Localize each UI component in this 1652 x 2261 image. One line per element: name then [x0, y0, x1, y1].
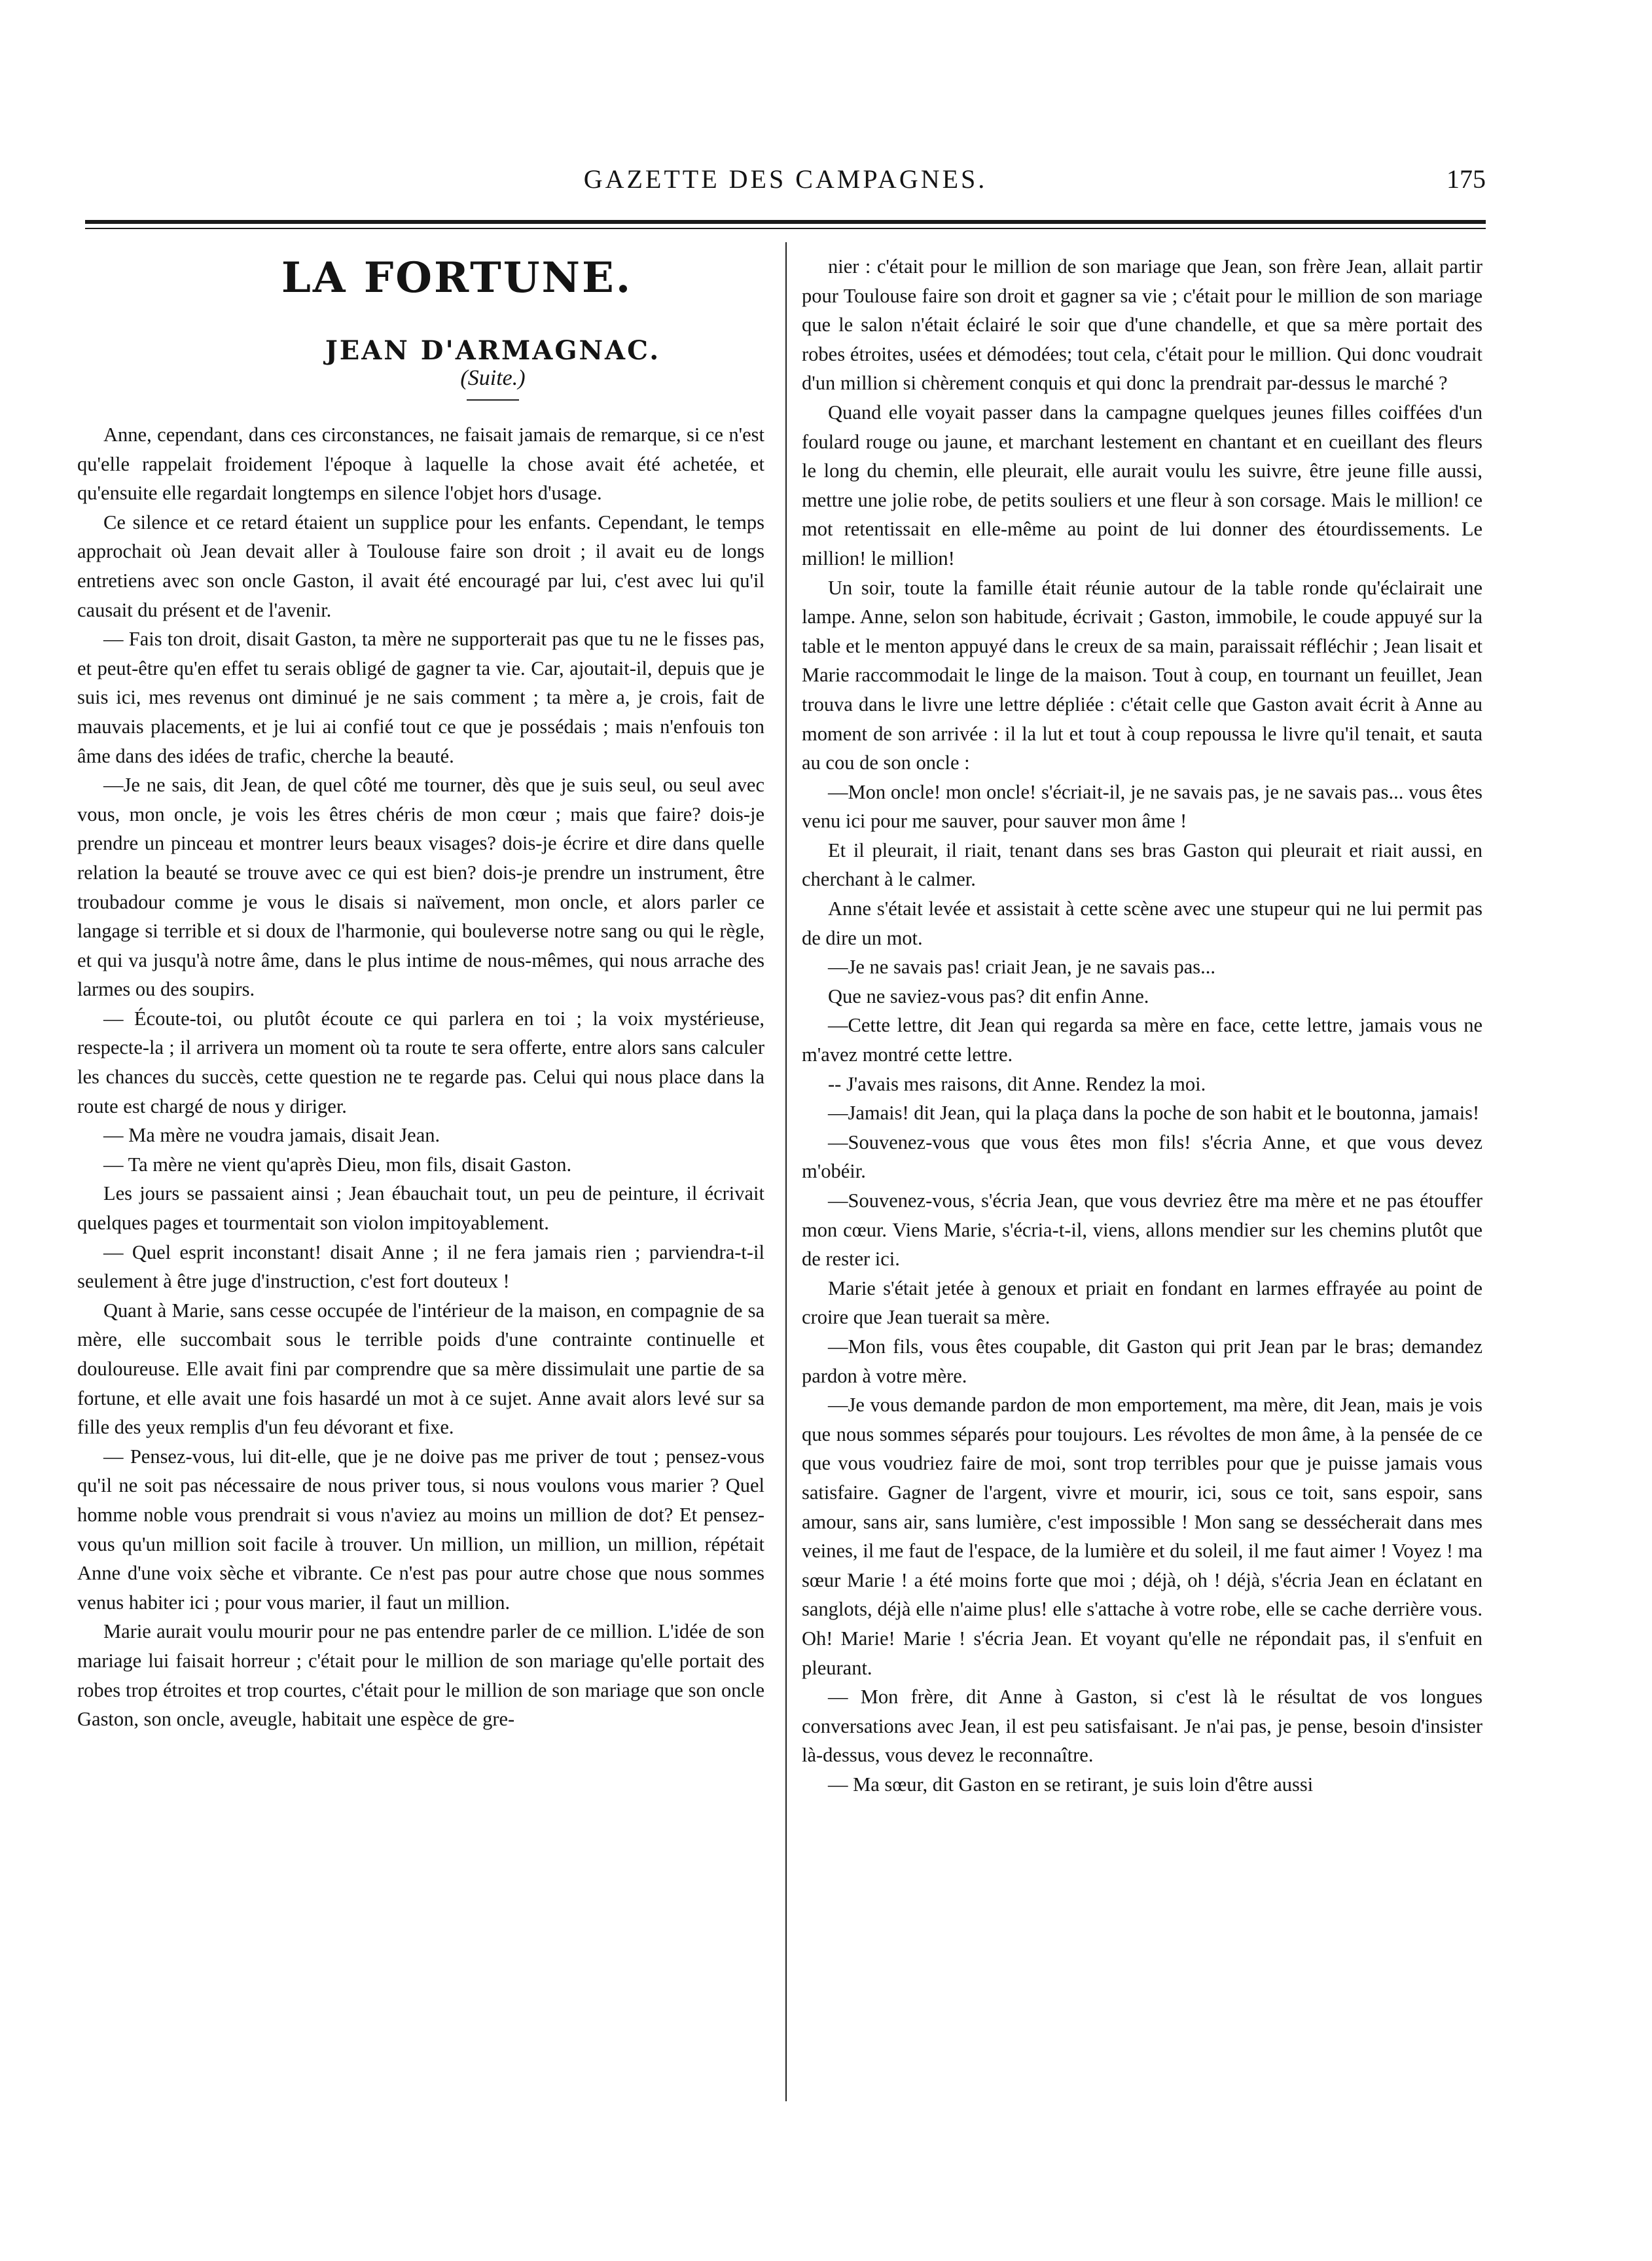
article-paragraph: —Mon fils, vous êtes coupable, dit Gaston qui prit Jean par le bras; demandez pardon à votre mère. [802, 1335, 1482, 1387]
article-paragraph: — Ma mère ne voudra jamais, disait Jean. [103, 1124, 440, 1147]
article-title-block [77, 255, 764, 401]
article-paragraph: —Je ne sais, dit Jean, de quel côté me tourner, dès que je suis seul, ou seul avec vous, mon oncle, je vois les êtres chéris de mon cœur ; mais que faire? dois-je prendre un pinceau et montrer leurs beaux visages? dois-je écrire et dire dans quelle relation la beauté se trouve avec ce qui est bien? dois-je prendre un instrument, être troubadour comme je vous le disais si naïvement, mon oncle, et alors parler ce langage si terrible et si doux de l'harmonie, qui bouleverse notre sang ou qui le règle, et qui va jusqu'à notre âme, dans le plus intime de nous-mêmes, qui nous arrache des larmes ou des soupirs. [77, 774, 764, 1001]
article-paragraph: — Mon frère, dit Anne à Gaston, si c'est là le résultat de vos longues conversations avec Jean, il est peu satisfaisant. Je n'ai pas, je pense, besoin d'insister là-dessus, vous devez le reconnaître. [802, 1686, 1482, 1767]
newspaper-title: GAZETTE DES CAMPAGNES. [583, 164, 988, 194]
article-paragraph: -- J'avais mes raisons, dit Anne. Rendez la moi. [828, 1072, 1206, 1095]
article-paragraph: — Pensez-vous, lui dit-elle, que je ne doive pas me priver de tout ; pensez-vous qu'il ne soit pas nécessaire de nous priver tous, si nous voulons vous marier ? Quel homme noble vous prendrait si vous n'aviez au moins un million de dot? Et pensez-vous qu'un million soit facile à trouver. Un million, un million, un million, répétait Anne d'une voix sèche et vibrante. Ce n'est pas pour autre chose que nous sommes venus habiter ici ; pour vous marier, il faut un million. [77, 1445, 764, 1614]
left-column [77, 249, 764, 2101]
header-rule-thin [85, 228, 1486, 229]
article-paragraph: Ce silence et ce retard étaient un supplice pour les enfants. Cependant, le temps approchait où Jean devait aller à Toulouse faire son droit ; il avait eu de longs entretiens avec son oncle Gaston, il avait été encouragé par lui, c'est avec lui qu'il causait du présent et de l'avenir. [77, 511, 764, 621]
article-paragraph: Quand elle voyait passer dans la campagne quelques jeunes filles coiffées d'un foulard rouge ou jaune, et marchant lestement en chantant et en cueillant des fleurs le long du chemin, elle pleurait, elle aurait voulu les suivre, être jeune fille aussi, mettre une jolie robe, de petits souliers et une fleur à son corsage. Mais le million! ce mot retentissait en elle-même au point de lui donner des étourdissements. Le million! le million! [802, 401, 1482, 570]
page-number: 175 [1446, 164, 1486, 194]
article-paragraph: Anne s'était levée et assistait à cette scène avec une stupeur qui ne lui permit pas de dire un mot. [802, 897, 1482, 949]
article-paragraph: —Je vous demande pardon de mon emportement, ma mère, dit Jean, mais je vois que nous sommes séparés pour toujours. Les révoltes de mon âme, à la pensée de ce que vous voudriez faire de moi, sont trop terribles pour que je puisse jamais vous satisfaire. Gagner de l'argent, vivre et mourir, ici, sous ce toit, sans espoir, sans amour, sans air, sans lumière, c'est impossible ! Mon sang se dessécherait dans mes veines, il me faut de l'espace, de la lumière et du soleil, il me faut aimer ! Voyez ! ma sœur Marie ! a été moins forte que moi ; déjà, oh ! déjà, s'écria Jean en éclatant en sanglots, déjà elle n'aime plus! elle s'attache à votre robe, elle se cache derrière vous. Oh! Marie! Marie ! s'écria Jean. Et voyant qu'elle ne répondait pas, il s'enfuit en pleurant. [802, 1394, 1482, 1679]
article-paragraph: —Cette lettre, dit Jean qui regarda sa mère en face, cette lettre, jamais vous ne m'avez montré cette lettre. [802, 1014, 1482, 1066]
article-paragraph: —Jamais! dit Jean, qui la plaça dans la poche de son habit et le boutonna, jamais! [828, 1102, 1480, 1125]
article-paragraph: —Je ne savais pas! criait Jean, je ne savais pas... [828, 956, 1216, 979]
article-paragraph: —Mon oncle! mon oncle! s'écriait-il, je ne savais pas, je ne savais pas... vous êtes venu ici pour me sauver, pour sauver mon âme ! [802, 780, 1482, 833]
article-paragraph: —Souvenez-vous que vous êtes mon fils! s'écria Anne, et que vous devez m'obéir. [802, 1130, 1482, 1183]
article-paragraph: Un soir, toute la famille était réunie autour de la table ronde qu'éclairait une lampe. Anne, selon son habitude, écrivait ; Gaston, immobile, le coude appuyé sur la table et le menton appuyé dans le creux de sa main, paraissait réfléchir ; Jean lisait et Marie raccommodait le linge de la maison. Tout à coup, en tournant un feuillet, Jean trouva dans le livre une lettre dépliée : c'était celle que Gaston avait écrit à Anne au moment de son arrivée : il la lut et tout à coup repoussa le livre qu'il tenait, et sauta au cou de son oncle : [802, 576, 1482, 774]
article-paragraph: — Ma sœur, dit Gaston en se retirant, je suis loin d'être aussi [828, 1773, 1314, 1796]
column-divider [785, 242, 787, 2101]
article-paragraph: — Ta mère ne vient qu'après Dieu, mon fils, disait Gaston. [103, 1153, 572, 1176]
right-column [802, 252, 1482, 2105]
page-header [85, 164, 1486, 209]
article-paragraph: Quant à Marie, sans cesse occupée de l'intérieur de la maison, en compagnie de sa mère, elle succombait sous le terrible poids d'une contrainte continuelle et douloureuse. Elle avait fini par comprendre que sa mère dissimulait une partie de sa fortune, et elle avait une fois hasardé un mot à ce sujet. Anne avait alors levé sur sa fille des yeux remplis d'un feu dévorant et fixe. [77, 1299, 764, 1439]
article-paragraph: —Souvenez-vous, s'écria Jean, que vous devriez être ma mère et ne pas étouffer mon cœur. Viens Marie, s'écria-t-il, viens, allons mendier sur les chemins plutôt que de rester ici. [802, 1189, 1482, 1271]
article-paragraph: Et il pleurait, il riait, tenant dans ses bras Gaston qui pleurait et riait aussi, en cherchant à le calmer. [802, 839, 1482, 891]
article-paragraph: Anne, cependant, dans ces circonstances, ne faisait jamais de remarque, si ce n'est qu'elle rappelait froidement l'époque à laquelle la chose avait été achetée, et qu'ensuite elle regardait longtemps en silence l'objet hors d'usage. [77, 424, 764, 505]
article-title: LA FORTUNE. [281, 253, 633, 302]
article-paragraph: — Fais ton droit, disait Gaston, ta mère ne supporterait pas que tu ne le fisses pas, et peut-être qu'en effet tu serais obligé de gagner ta vie. Car, ajoutait-il, depuis que je suis ici, mes revenus ont diminué je ne sais comment ; ta mère a, je crois, fait de mauvais placements, et je lui ai confié tout ce que je possédais ; mais n'enfouis ton âme dans des idées de trafic, cherche la beauté. [77, 628, 764, 767]
article-paragraph: Que ne saviez-vous pas? dit enfin Anne. [828, 985, 1149, 1007]
left-column-body [77, 420, 764, 1734]
article-paragraph: — Écoute-toi, ou plutôt écoute ce qui parlera en toi ; la voix mystérieuse, respecte-la ; il arrivera un moment où ta route te sera offerte, entre alors sans calculer les chances du succès, cette question ne te regarde pas. Celui qui nous place dans la route est chargé de nous y diriger. [77, 1007, 764, 1117]
article-paragraph: Les jours se passaient ainsi ; Jean ébauchait tout, un peu de peinture, il écrivait quelques pages et tourmentait son violon impitoyablement. [77, 1182, 764, 1235]
article-paragraph: nier : c'était pour le million de son mariage que Jean, son frère Jean, allait partir pour Toulouse faire son droit et gagner sa vie ; c'était pour le million de son mariage que le salon n'était éclairé le soir que d'une chandelle, et que sa mère portait des robes étroites, usées et démodées; tout cela, c'était pour le million. Qui donc voudrait d'un million si chèrement conquis et qui donc la prendrait par-dessus le marché ? [802, 255, 1482, 395]
article-paragraph: — Quel esprit inconstant! disait Anne ; il ne fera jamais rien ; parviendra-t-il seulement à être juge d'instruction, c'est fort douteux ! [77, 1240, 764, 1293]
header-rule-thick [85, 220, 1486, 224]
article-paragraph: Marie aurait voulu mourir pour ne pas entendre parler de ce million. L'idée de son mariage lui faisait horreur ; c'était pour le million de son mariage qu'elle portait des robes trop étroites et trop courtes, c'était pour le million de son mariage que son oncle Gaston, son oncle, aveugle, habitait une espèce de gre- [77, 1620, 764, 1731]
right-column-body [802, 252, 1482, 1799]
article-subtitle: JEAN D'ARMAGNAC. [325, 335, 661, 366]
title-rule [467, 399, 519, 401]
article-paragraph: Marie s'était jetée à genoux et priait en fondant en larmes effrayée au point de croire que Jean tuerait sa mère. [802, 1276, 1482, 1329]
continued-label: (Suite.) [460, 366, 526, 390]
